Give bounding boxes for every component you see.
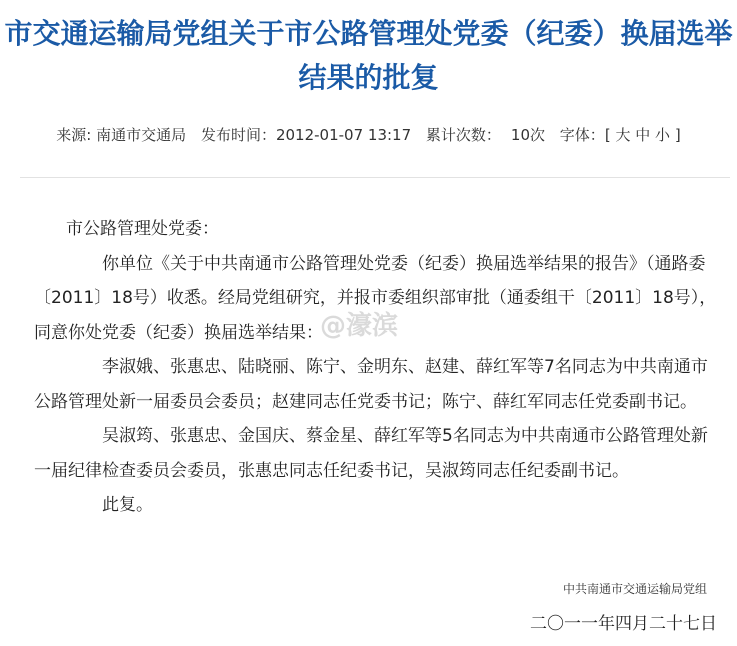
view-count-label: 累计次数： xyxy=(425,126,501,144)
font-size-label: 字体： xyxy=(559,126,605,144)
header-divider xyxy=(20,177,730,178)
font-size-open-bracket: [ xyxy=(604,126,611,144)
watermark: @濠滨 xyxy=(320,311,399,341)
body-paragraph: 吴淑筠、张惠忠、金国庆、蔡金星、薛红军等5名同志为中共南通市公路管理处新一届纪律检查委员会委员，张惠忠同志任纪委书记，吴淑筠同志任纪委副书记。 xyxy=(34,426,708,481)
view-count-value: 10次 xyxy=(510,126,546,144)
article-body xyxy=(34,212,724,523)
closing-line: 此复。 xyxy=(102,495,153,515)
font-size-large-link[interactable]: 大 xyxy=(615,126,631,144)
signature-organization: 中共南通市交通运输局党组 xyxy=(562,582,707,596)
font-size-close-bracket: ] xyxy=(674,126,681,144)
source-label: 来源: xyxy=(56,126,92,144)
body-paragraph: 李淑娥、张惠忠、陆晓丽、陈宁、金明东、赵建、薛红军等7名同志为中共南通市公路管理处新一届委员会委员；赵建同志任党委书记；陈宁、薛红军同志任党委副书记。 xyxy=(34,357,708,412)
font-size-small-link[interactable]: 小 xyxy=(655,126,671,144)
source-value: 南通市交通局 xyxy=(96,126,187,144)
body-paragraph: 你单位《关于中共南通市公路管理处党委（纪委）换届选举结果的报告》（通路委〔2011〕18号）收悉。经局党组研究，并报市委组织部审批（通委组干〔2011〕18号），同意你处党委（纪委）换届选举结果： xyxy=(34,253,717,343)
salutation: 市公路管理处党委： xyxy=(66,219,219,239)
font-size-medium-link[interactable]: 中 xyxy=(635,126,651,144)
article-title: 市交通运输局党组关于市公路管理处党委（纪委）换届选举结果的批复 xyxy=(4,17,733,94)
publish-time-value: 2012-01-07 13:17 xyxy=(275,126,412,144)
publish-time-label: 发布时间： xyxy=(200,126,276,144)
article-meta xyxy=(0,124,737,146)
signature-date: 二〇一一年四月二十七日 xyxy=(530,614,717,634)
